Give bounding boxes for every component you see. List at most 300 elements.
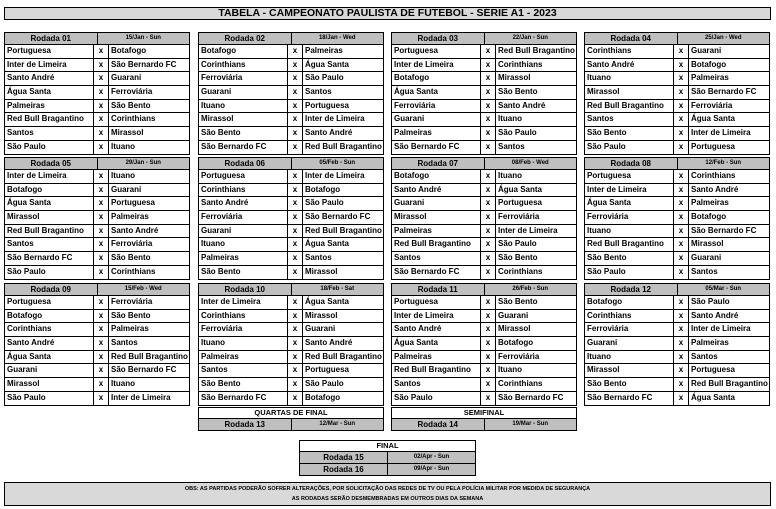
home-team: Mirassol <box>5 378 94 391</box>
versus-mark: x <box>481 100 496 113</box>
away-team: Red Bull Bragantino <box>498 46 575 55</box>
match-row <box>199 184 383 198</box>
home-team: Santos <box>5 238 94 251</box>
round-header <box>392 158 576 170</box>
away-team: Botafogo <box>498 338 534 348</box>
versus-mark: x <box>288 59 303 72</box>
versus-mark: x <box>94 225 109 238</box>
away-team: Ferroviária <box>111 297 153 306</box>
match-row <box>199 364 383 378</box>
match-row <box>585 238 769 252</box>
match-row <box>5 59 189 73</box>
home-team: Red Bull Bragantino <box>5 113 94 126</box>
versus-mark: x <box>674 45 689 58</box>
match-row <box>5 296 189 310</box>
round-date: 05/Mar - Sun <box>705 286 742 292</box>
away-team: Santos <box>111 338 138 348</box>
round-header <box>5 284 189 296</box>
versus-mark: x <box>94 310 109 323</box>
away-team: Mirassol <box>111 128 144 138</box>
home-team: Santo André <box>392 323 481 336</box>
away-team: Portuguesa <box>691 141 736 151</box>
versus-mark: x <box>94 296 109 309</box>
match-row <box>392 225 576 239</box>
away-team: Red Bull Bragantino <box>305 141 382 151</box>
versus-mark: x <box>674 364 689 377</box>
away-team: São Bernardo FC <box>111 365 177 375</box>
versus-mark: x <box>481 211 496 224</box>
versus-mark: x <box>481 113 496 126</box>
versus-mark: x <box>94 170 109 183</box>
versus-mark: x <box>674 141 689 154</box>
away-team: Santo André <box>305 128 353 138</box>
home-team: Corinthians <box>585 45 674 58</box>
versus-mark: x <box>288 113 303 126</box>
match-row <box>392 197 576 211</box>
match-row <box>392 72 576 86</box>
versus-mark: x <box>94 266 109 279</box>
quarterfinal-row <box>199 419 383 430</box>
home-team: Corinthians <box>5 323 94 336</box>
round-name: Rodada 08 <box>585 158 678 169</box>
round-header <box>5 33 189 45</box>
versus-mark: x <box>481 197 496 210</box>
versus-mark: x <box>94 378 109 391</box>
away-team: Botafogo <box>305 184 341 194</box>
match-row <box>199 113 383 127</box>
home-team: Água Santa <box>392 337 481 350</box>
versus-mark: x <box>94 45 109 58</box>
away-team: Guarani <box>111 184 142 194</box>
away-team: São Paulo <box>305 198 344 208</box>
away-team: Portuguesa <box>691 365 736 375</box>
versus-mark: x <box>288 197 303 210</box>
versus-mark: x <box>288 323 303 336</box>
home-team: São Bento <box>199 378 288 391</box>
away-team: Palmeiras <box>691 198 729 208</box>
away-team: Corinthians <box>498 379 543 389</box>
home-team: São Bento <box>585 127 674 140</box>
match-row <box>392 45 576 59</box>
match-row <box>585 337 769 351</box>
versus-mark: x <box>481 252 496 265</box>
versus-mark: x <box>481 351 496 364</box>
home-team: Água Santa <box>5 86 94 99</box>
match-row <box>199 211 383 225</box>
round-card <box>391 32 577 155</box>
versus-mark: x <box>94 113 109 126</box>
match-row <box>199 72 383 86</box>
match-row <box>585 392 769 405</box>
versus-mark: x <box>674 323 689 336</box>
final-date-1: 02/Apr - Sun <box>413 454 450 460</box>
away-team: Mirassol <box>498 324 531 334</box>
away-team: Portuguesa <box>111 198 156 208</box>
home-team: Santos <box>585 113 674 126</box>
home-team: Botafogo <box>5 310 94 323</box>
semifinal-box <box>391 407 577 431</box>
away-team: São Bento <box>111 100 151 110</box>
away-team: Ituano <box>111 141 135 151</box>
home-team: Inter de Limeira <box>5 170 94 183</box>
match-row <box>199 59 383 73</box>
home-team: São Bernardo FC <box>585 392 674 405</box>
away-team: Água Santa <box>305 297 350 306</box>
round-header <box>585 33 769 45</box>
match-row <box>199 100 383 114</box>
match-row <box>199 337 383 351</box>
match-row <box>585 59 769 73</box>
match-row <box>199 266 383 279</box>
away-team: Ferroviária <box>691 100 733 110</box>
away-team: Inter de Limeira <box>691 324 751 334</box>
away-team: Corinthians <box>111 114 156 124</box>
match-row <box>392 113 576 127</box>
home-team: São Paulo <box>5 266 94 279</box>
match-row <box>5 86 189 100</box>
match-row <box>5 170 189 184</box>
versus-mark: x <box>674 170 689 183</box>
versus-mark: x <box>94 197 109 210</box>
home-team: Red Bull Bragantino <box>585 100 674 113</box>
home-team: Santo André <box>392 184 481 197</box>
home-team: Portuguesa <box>392 45 481 58</box>
match-row <box>199 170 383 184</box>
match-row <box>392 296 576 310</box>
home-team: Santo André <box>585 59 674 72</box>
home-team: Botafogo <box>392 170 481 183</box>
away-team: São Bento <box>111 310 151 320</box>
versus-mark: x <box>94 211 109 224</box>
versus-mark: x <box>94 392 109 405</box>
match-row <box>5 127 189 141</box>
semifinal-title: SEMIFINAL <box>392 408 576 419</box>
away-team: Red Bull Bragantino <box>111 351 188 361</box>
final-round-2: Rodada 16 <box>300 464 388 475</box>
round-header <box>392 33 576 45</box>
versus-mark: x <box>674 337 689 350</box>
final-box <box>299 440 476 476</box>
home-team: Corinthians <box>199 184 288 197</box>
match-row <box>199 141 383 154</box>
match-row <box>5 238 189 252</box>
away-team: Mirassol <box>305 266 338 276</box>
away-team: Palmeiras <box>111 212 149 222</box>
versus-mark: x <box>674 296 689 309</box>
home-team: Guarani <box>5 364 94 377</box>
versus-mark: x <box>481 310 496 323</box>
round-name: Rodada 06 <box>199 158 292 169</box>
round-header <box>585 284 769 296</box>
match-row <box>392 310 576 324</box>
versus-mark: x <box>481 225 496 238</box>
match-row <box>585 127 769 141</box>
match-row <box>585 364 769 378</box>
match-row <box>392 141 576 154</box>
versus-mark: x <box>674 184 689 197</box>
versus-mark: x <box>288 351 303 364</box>
versus-mark: x <box>288 211 303 224</box>
home-team: Guarani <box>585 337 674 350</box>
match-row <box>392 59 576 73</box>
match-row <box>199 238 383 252</box>
match-row <box>5 197 189 211</box>
match-row <box>392 378 576 392</box>
home-team: Guarani <box>199 225 288 238</box>
match-row <box>199 296 383 310</box>
versus-mark: x <box>481 296 496 309</box>
round-name: Rodada 10 <box>199 284 292 295</box>
versus-mark: x <box>94 86 109 99</box>
match-row <box>199 197 383 211</box>
round-card <box>584 283 770 406</box>
home-team: São Bernardo FC <box>199 392 288 405</box>
home-team: São Bernardo FC <box>199 141 288 154</box>
match-row <box>392 238 576 252</box>
versus-mark: x <box>288 225 303 238</box>
match-row <box>392 266 576 279</box>
away-team: Red Bull Bragantino <box>691 379 768 389</box>
home-team: Mirassol <box>585 86 674 99</box>
versus-mark: x <box>481 127 496 140</box>
home-team: Ferroviária <box>199 72 288 85</box>
versus-mark: x <box>288 127 303 140</box>
observation-line-1: OBS: AS PARTIDAS PODERÃO SOFRER ALTERAÇÕES, POR SOLICITAÇÃO DAS REDES DE TV OU PELA POLÍCIA MILITAR POR MEDIDA DE SEGURANÇA <box>184 486 591 492</box>
round-name: Rodada 09 <box>5 284 98 295</box>
away-team: Ituano <box>111 171 135 180</box>
home-team: Portuguesa <box>5 296 94 309</box>
away-team: São Bernardo FC <box>498 392 564 402</box>
home-team: Santo André <box>5 337 94 350</box>
match-row <box>5 211 189 225</box>
match-row <box>5 323 189 337</box>
versus-mark: x <box>674 113 689 126</box>
versus-mark: x <box>94 100 109 113</box>
home-team: Ituano <box>585 225 674 238</box>
away-team: Santos <box>691 266 718 276</box>
match-row <box>199 392 383 405</box>
match-row <box>199 45 383 59</box>
match-row <box>585 113 769 127</box>
round-name: Rodada 07 <box>392 158 485 169</box>
versus-mark: x <box>674 225 689 238</box>
versus-mark: x <box>481 170 496 183</box>
away-team: Água Santa <box>498 184 543 194</box>
away-team: Guarani <box>691 253 722 263</box>
away-team: Ituano <box>498 114 522 124</box>
home-team: São Paulo <box>585 141 674 154</box>
away-team: Palmeiras <box>691 338 729 348</box>
versus-mark: x <box>674 59 689 72</box>
round-card <box>4 283 190 406</box>
round-card <box>4 157 190 280</box>
match-row <box>5 310 189 324</box>
home-team: São Bernardo FC <box>392 141 481 154</box>
match-row <box>5 252 189 266</box>
match-row <box>585 141 769 154</box>
round-header <box>199 158 383 170</box>
away-team: Ituano <box>111 379 135 389</box>
round-name: Rodada 12 <box>585 284 678 295</box>
match-row <box>5 378 189 392</box>
away-team: Ferroviária <box>498 351 540 361</box>
versus-mark: x <box>94 238 109 251</box>
round-date: 18/Jan - Wed <box>318 35 356 41</box>
versus-mark: x <box>674 238 689 251</box>
home-team: Botafogo <box>392 72 481 85</box>
away-team: Água Santa <box>305 239 350 249</box>
home-team: Santos <box>392 252 481 265</box>
match-row <box>5 364 189 378</box>
home-team: Palmeiras <box>392 127 481 140</box>
match-row <box>392 100 576 114</box>
versus-mark: x <box>674 252 689 265</box>
away-team: Ferroviária <box>111 239 153 249</box>
versus-mark: x <box>481 86 496 99</box>
away-team: São Paulo <box>498 239 537 249</box>
semifinal-date: 19/Mar - Sun <box>512 421 549 427</box>
away-team: Inter de Limeira <box>498 225 558 235</box>
final-date-2: 09/Apr - Sun <box>413 466 450 472</box>
match-row <box>5 141 189 154</box>
home-team: Santos <box>199 364 288 377</box>
round-header <box>392 284 576 296</box>
home-team: Guarani <box>392 113 481 126</box>
round-name: Rodada 11 <box>392 284 485 295</box>
match-row <box>5 72 189 86</box>
away-team: Santo André <box>691 310 739 320</box>
match-row <box>5 225 189 239</box>
match-row <box>199 252 383 266</box>
versus-mark: x <box>674 72 689 85</box>
away-team: São Paulo <box>305 73 344 83</box>
round-date: 15/Jan - Sun <box>125 35 161 41</box>
versus-mark: x <box>94 323 109 336</box>
home-team: São Bento <box>199 266 288 279</box>
away-team: Mirassol <box>305 310 338 320</box>
away-team: Corinthians <box>691 171 736 180</box>
match-row <box>585 378 769 392</box>
versus-mark: x <box>94 184 109 197</box>
round-card <box>4 32 190 155</box>
match-row <box>199 310 383 324</box>
round-card <box>198 32 384 155</box>
match-row <box>585 351 769 365</box>
away-team: Red Bull Bragantino <box>305 225 382 235</box>
away-team: São Bento <box>498 253 538 263</box>
home-team: Guarani <box>199 86 288 99</box>
versus-mark: x <box>481 59 496 72</box>
away-team: Guarani <box>305 324 336 334</box>
versus-mark: x <box>481 378 496 391</box>
quarterfinal-round: Rodada 13 <box>199 419 292 430</box>
versus-mark: x <box>288 72 303 85</box>
home-team: São Bernardo FC <box>392 266 481 279</box>
match-row <box>585 170 769 184</box>
home-team: Portuguesa <box>5 45 94 58</box>
match-row <box>392 323 576 337</box>
versus-mark: x <box>674 310 689 323</box>
versus-mark: x <box>288 86 303 99</box>
home-team: Ituano <box>585 351 674 364</box>
match-row <box>585 86 769 100</box>
home-team: Inter de Limeira <box>5 59 94 72</box>
semifinal-round: Rodada 14 <box>392 419 485 430</box>
versus-mark: x <box>674 211 689 224</box>
home-team: Red Bull Bragantino <box>5 225 94 238</box>
home-team: Red Bull Bragantino <box>392 238 481 251</box>
away-team: Portuguesa <box>305 100 350 110</box>
match-row <box>392 364 576 378</box>
versus-mark: x <box>94 127 109 140</box>
home-team: Inter de Limeira <box>199 296 288 309</box>
versus-mark: x <box>288 310 303 323</box>
versus-mark: x <box>674 351 689 364</box>
versus-mark: x <box>481 392 496 405</box>
versus-mark: x <box>674 100 689 113</box>
page-title: TABELA - CAMPEONATO PAULISTA DE FUTEBOL - SÉRIE A1 - 2023 <box>4 7 771 20</box>
match-row <box>5 266 189 279</box>
versus-mark: x <box>288 100 303 113</box>
versus-mark: x <box>94 141 109 154</box>
home-team: Santo André <box>199 197 288 210</box>
home-team: Corinthians <box>199 310 288 323</box>
match-row <box>199 127 383 141</box>
match-row <box>5 113 189 127</box>
away-team: Água Santa <box>691 114 736 124</box>
match-row <box>5 45 189 59</box>
home-team: Mirassol <box>585 364 674 377</box>
match-row <box>5 100 189 114</box>
away-team: Guarani <box>691 46 722 55</box>
versus-mark: x <box>288 266 303 279</box>
match-row <box>392 211 576 225</box>
home-team: Água Santa <box>392 86 481 99</box>
away-team: Santos <box>305 87 332 97</box>
match-row <box>392 86 576 100</box>
away-team: Ferroviária <box>111 87 153 97</box>
round-header <box>199 284 383 296</box>
match-row <box>585 197 769 211</box>
away-team: Portuguesa <box>498 198 543 208</box>
home-team: Ituano <box>199 337 288 350</box>
match-row <box>585 45 769 59</box>
home-team: Palmeiras <box>392 225 481 238</box>
home-team: São Bento <box>199 127 288 140</box>
round-card <box>584 157 770 280</box>
away-team: São Bento <box>498 297 538 306</box>
away-team: São Paulo <box>498 128 537 138</box>
match-row <box>585 310 769 324</box>
versus-mark: x <box>481 266 496 279</box>
round-date: 08/Feb - Wed <box>511 160 549 166</box>
round-date: 05/Feb - Sun <box>319 160 356 166</box>
away-team: Água Santa <box>691 392 736 402</box>
round-header <box>585 158 769 170</box>
round-card <box>198 283 384 406</box>
home-team: Ituano <box>585 72 674 85</box>
away-team: Santo André <box>691 184 739 194</box>
quarterfinal-title: QUARTAS DE FINAL <box>199 408 383 419</box>
round-date: 29/Jan - Sun <box>125 160 161 166</box>
home-team: Água Santa <box>5 351 94 364</box>
away-team: Santos <box>691 351 718 361</box>
match-row <box>392 337 576 351</box>
away-team: São Paulo <box>691 297 730 306</box>
away-team: Portuguesa <box>305 365 350 375</box>
match-row <box>392 252 576 266</box>
versus-mark: x <box>94 252 109 265</box>
